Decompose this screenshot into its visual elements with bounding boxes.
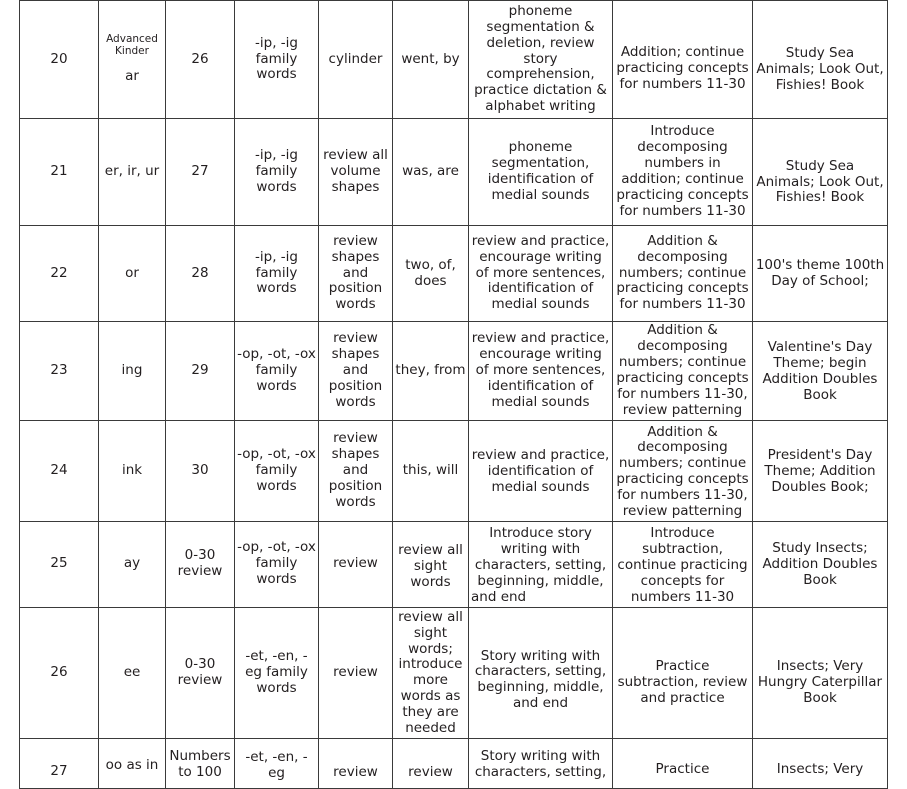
cell-math: Introduce decomposing numbers in addition; continue practicing concepts for numbers 11-30 xyxy=(613,119,753,226)
cell-writing: phoneme segmentation & deletion, review story comprehension, practice dictation & alphabet writing xyxy=(469,1,613,119)
cell-number: Numbers to 100 xyxy=(166,739,235,789)
cell-number: 26 xyxy=(166,1,235,119)
table-row xyxy=(20,607,888,738)
cell-week: 21 xyxy=(20,119,99,226)
cell-math: Addition & decomposing numbers; continue practicing concepts for numbers 11-30 xyxy=(613,226,753,322)
cell-sight-words: review xyxy=(393,739,469,789)
cell-math: Addition; continue practicing concepts for numbers 11-30 xyxy=(613,1,753,119)
table-row xyxy=(20,226,888,322)
header-note: Advanced Kinder xyxy=(106,32,158,57)
cell-theme: Study Insects; Addition Doubles Book xyxy=(753,522,888,608)
cell-number: 28 xyxy=(166,226,235,322)
cell-word-family: -ip, -ig family words xyxy=(235,119,319,226)
cell-week: 25 xyxy=(20,522,99,608)
cell-theme: Study Sea Animals; Look Out, Fishies! Book xyxy=(753,119,888,226)
cell-phonics: er, ir, ur xyxy=(99,119,166,226)
cell-word-family: -et, -en, -eg family words xyxy=(235,607,319,738)
table-row xyxy=(20,739,888,789)
cell-phonics xyxy=(99,1,166,119)
cell-shapes: review all volume shapes xyxy=(319,119,393,226)
cell-sight-words: review all sight words; introduce more words as they are needed xyxy=(393,607,469,738)
cell-theme: Study Sea Animals; Look Out, Fishies! Book xyxy=(753,1,888,119)
table-row xyxy=(20,322,888,421)
cell-theme: President's Day Theme; Addition Doubles Book; xyxy=(753,420,888,522)
cell-sight-words: was, are xyxy=(393,119,469,226)
cell-theme: Valentine's Day Theme; begin Addition Doubles Book xyxy=(753,322,888,421)
cell-phonics: ing xyxy=(99,322,166,421)
cell-week: 26 xyxy=(20,607,99,738)
cell-writing: Story writing with characters, setting, beginning, middle, and end xyxy=(469,607,613,738)
cell-theme: Insects; Very Hungry Caterpillar Book xyxy=(753,607,888,738)
cell-writing: review and practice, encourage writing of more sentences, identification of medial sounds xyxy=(469,322,613,421)
cell-math: Addition & decomposing numbers; continue practicing concepts for numbers 11-30, review patterning xyxy=(613,322,753,421)
cell-math: Introduce subtraction, continue practicing concepts for numbers 11-30 xyxy=(613,522,753,608)
cell-week: 20 xyxy=(20,1,99,119)
cell-shapes: review xyxy=(319,739,393,789)
cell-phonics: ay xyxy=(99,522,166,608)
cell-sight-words: this, will xyxy=(393,420,469,522)
cell-shapes: review shapes and position words xyxy=(319,226,393,322)
cell-number: 27 xyxy=(166,119,235,226)
cell-week: 23 xyxy=(20,322,99,421)
cell-sight-words: review all sight words xyxy=(393,522,469,608)
cell-shapes: review shapes and position words xyxy=(319,420,393,522)
cell-math: Practice subtraction, review and practice xyxy=(613,607,753,738)
cell-word-family: -et, -en, -eg xyxy=(235,739,319,789)
cell-theme: 100's theme 100th Day of School; xyxy=(753,226,888,322)
table-row xyxy=(20,1,888,119)
cell-word-family: -ip, -ig family words xyxy=(235,226,319,322)
cell-math: Practice xyxy=(613,739,753,789)
cell-phonics: oo as in xyxy=(99,739,166,789)
cell-week: 22 xyxy=(20,226,99,322)
curriculum-pacing-table xyxy=(19,0,888,789)
cell-word-family: -op, -ot, -ox family words xyxy=(235,522,319,608)
cell-number: 0-30 review xyxy=(166,607,235,738)
cell-word-family: -op, -ot, -ox family words xyxy=(235,322,319,421)
cell-number: 0-30 review xyxy=(166,522,235,608)
cell-phonics: ee xyxy=(99,607,166,738)
cell-shapes: review xyxy=(319,607,393,738)
cell-writing: review and practice, identification of medial sounds xyxy=(469,420,613,522)
cell-math: Addition & decomposing numbers; continue practicing concepts for numbers 11-30, review patterning xyxy=(613,420,753,522)
cell-shapes: cylinder xyxy=(319,1,393,119)
cell-writing: Story writing with characters, setting, xyxy=(469,739,613,789)
cell-word-family: -ip, -ig family words xyxy=(235,1,319,119)
cell-theme: Insects; Very xyxy=(753,739,888,789)
cell-number: 29 xyxy=(166,322,235,421)
table-row xyxy=(20,420,888,522)
cell-writing: phoneme segmentation, identification of medial sounds xyxy=(469,119,613,226)
cell-writing: review and practice, encourage writing of more sentences, identification of medial sounds xyxy=(469,226,613,322)
cell-phonics-value: ar xyxy=(125,68,139,85)
cell-week: 24 xyxy=(20,420,99,522)
cell-sight-words: went, by xyxy=(393,1,469,119)
cell-week: 27 xyxy=(20,739,99,789)
cell-sight-words: they, from xyxy=(393,322,469,421)
cell-shapes: review shapes and position words xyxy=(319,322,393,421)
cell-phonics: or xyxy=(99,226,166,322)
cell-shapes: review xyxy=(319,522,393,608)
table-row xyxy=(20,522,888,608)
cell-word-family: -op, -ot, -ox family words xyxy=(235,420,319,522)
cell-sight-words: two, of, does xyxy=(393,226,469,322)
cell-phonics: ink xyxy=(99,420,166,522)
table-row xyxy=(20,119,888,226)
cell-number: 30 xyxy=(166,420,235,522)
cell-writing: Introduce story writing with characters, setting, beginning, middle, and end xyxy=(469,522,613,608)
